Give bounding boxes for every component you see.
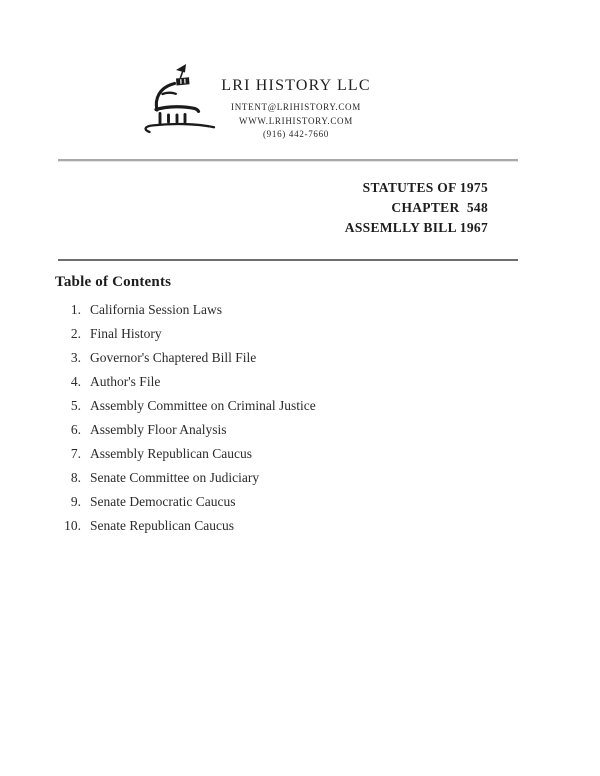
logo-cupola (176, 77, 190, 85)
toc-item-label: Assembly Republican Caucus (90, 446, 252, 461)
toc-item (55, 394, 316, 418)
statute-chapter-line: CHAPTER 548 (391, 200, 488, 215)
logo-flag (176, 64, 186, 73)
toc-item (55, 466, 316, 490)
toc-item (55, 346, 316, 370)
toc-item-label: Final History (90, 326, 162, 341)
toc-item-label: Assembly Committee on Criminal Justice (90, 398, 316, 413)
horizontal-rule-top (58, 159, 518, 161)
toc-item-label: Governor's Chaptered Bill File (90, 350, 257, 365)
toc-item (55, 418, 316, 442)
brand-block (196, 76, 396, 142)
toc-item-number: 7. (70, 446, 81, 461)
contact-phone: (916) 442-7660 (262, 129, 330, 139)
horizontal-rule-bottom (58, 259, 518, 261)
toc-item-label: Senate Committee on Judiciary (90, 470, 260, 485)
toc-heading: Table of Contents (55, 274, 172, 290)
contact-block (196, 101, 396, 142)
toc-item-number: 5. (70, 398, 81, 413)
toc-item-number: 8. (70, 470, 81, 485)
toc-item (55, 514, 316, 538)
statute-bill-line: ASSEMLLY BILL 1967 (344, 220, 488, 235)
toc-item-label: Author's File (90, 374, 161, 389)
toc-item-label: Senate Republican Caucus (90, 518, 234, 533)
contact-email: INTENT@LRIHISTORY.COM (231, 102, 361, 112)
toc-item-label: Assembly Floor Analysis (90, 422, 227, 437)
toc-item-number: 9. (70, 494, 81, 509)
toc-item-number: 2. (70, 326, 81, 341)
statute-year-line: STATUTES OF 1975 (362, 180, 488, 195)
company-name: LRI HISTORY LLC (221, 77, 371, 94)
toc-item (55, 490, 316, 514)
toc-item (55, 442, 316, 466)
toc-item (55, 298, 316, 322)
toc-item-label: California Session Laws (90, 302, 222, 317)
toc-item-number: 6. (70, 422, 81, 437)
logo-band (156, 107, 199, 112)
toc-item-number: 10. (64, 518, 81, 533)
statute-reference-block (58, 178, 488, 238)
toc-item-number: 3. (70, 350, 81, 365)
toc-item-label: Senate Democratic Caucus (90, 494, 236, 509)
toc-item-number: 4. (70, 374, 81, 389)
toc-item-number: 1. (70, 302, 81, 317)
contact-website: WWW.LRIHISTORY.COM (239, 115, 353, 126)
toc-item (55, 322, 316, 346)
toc-item (55, 370, 316, 394)
toc-list (55, 298, 316, 538)
